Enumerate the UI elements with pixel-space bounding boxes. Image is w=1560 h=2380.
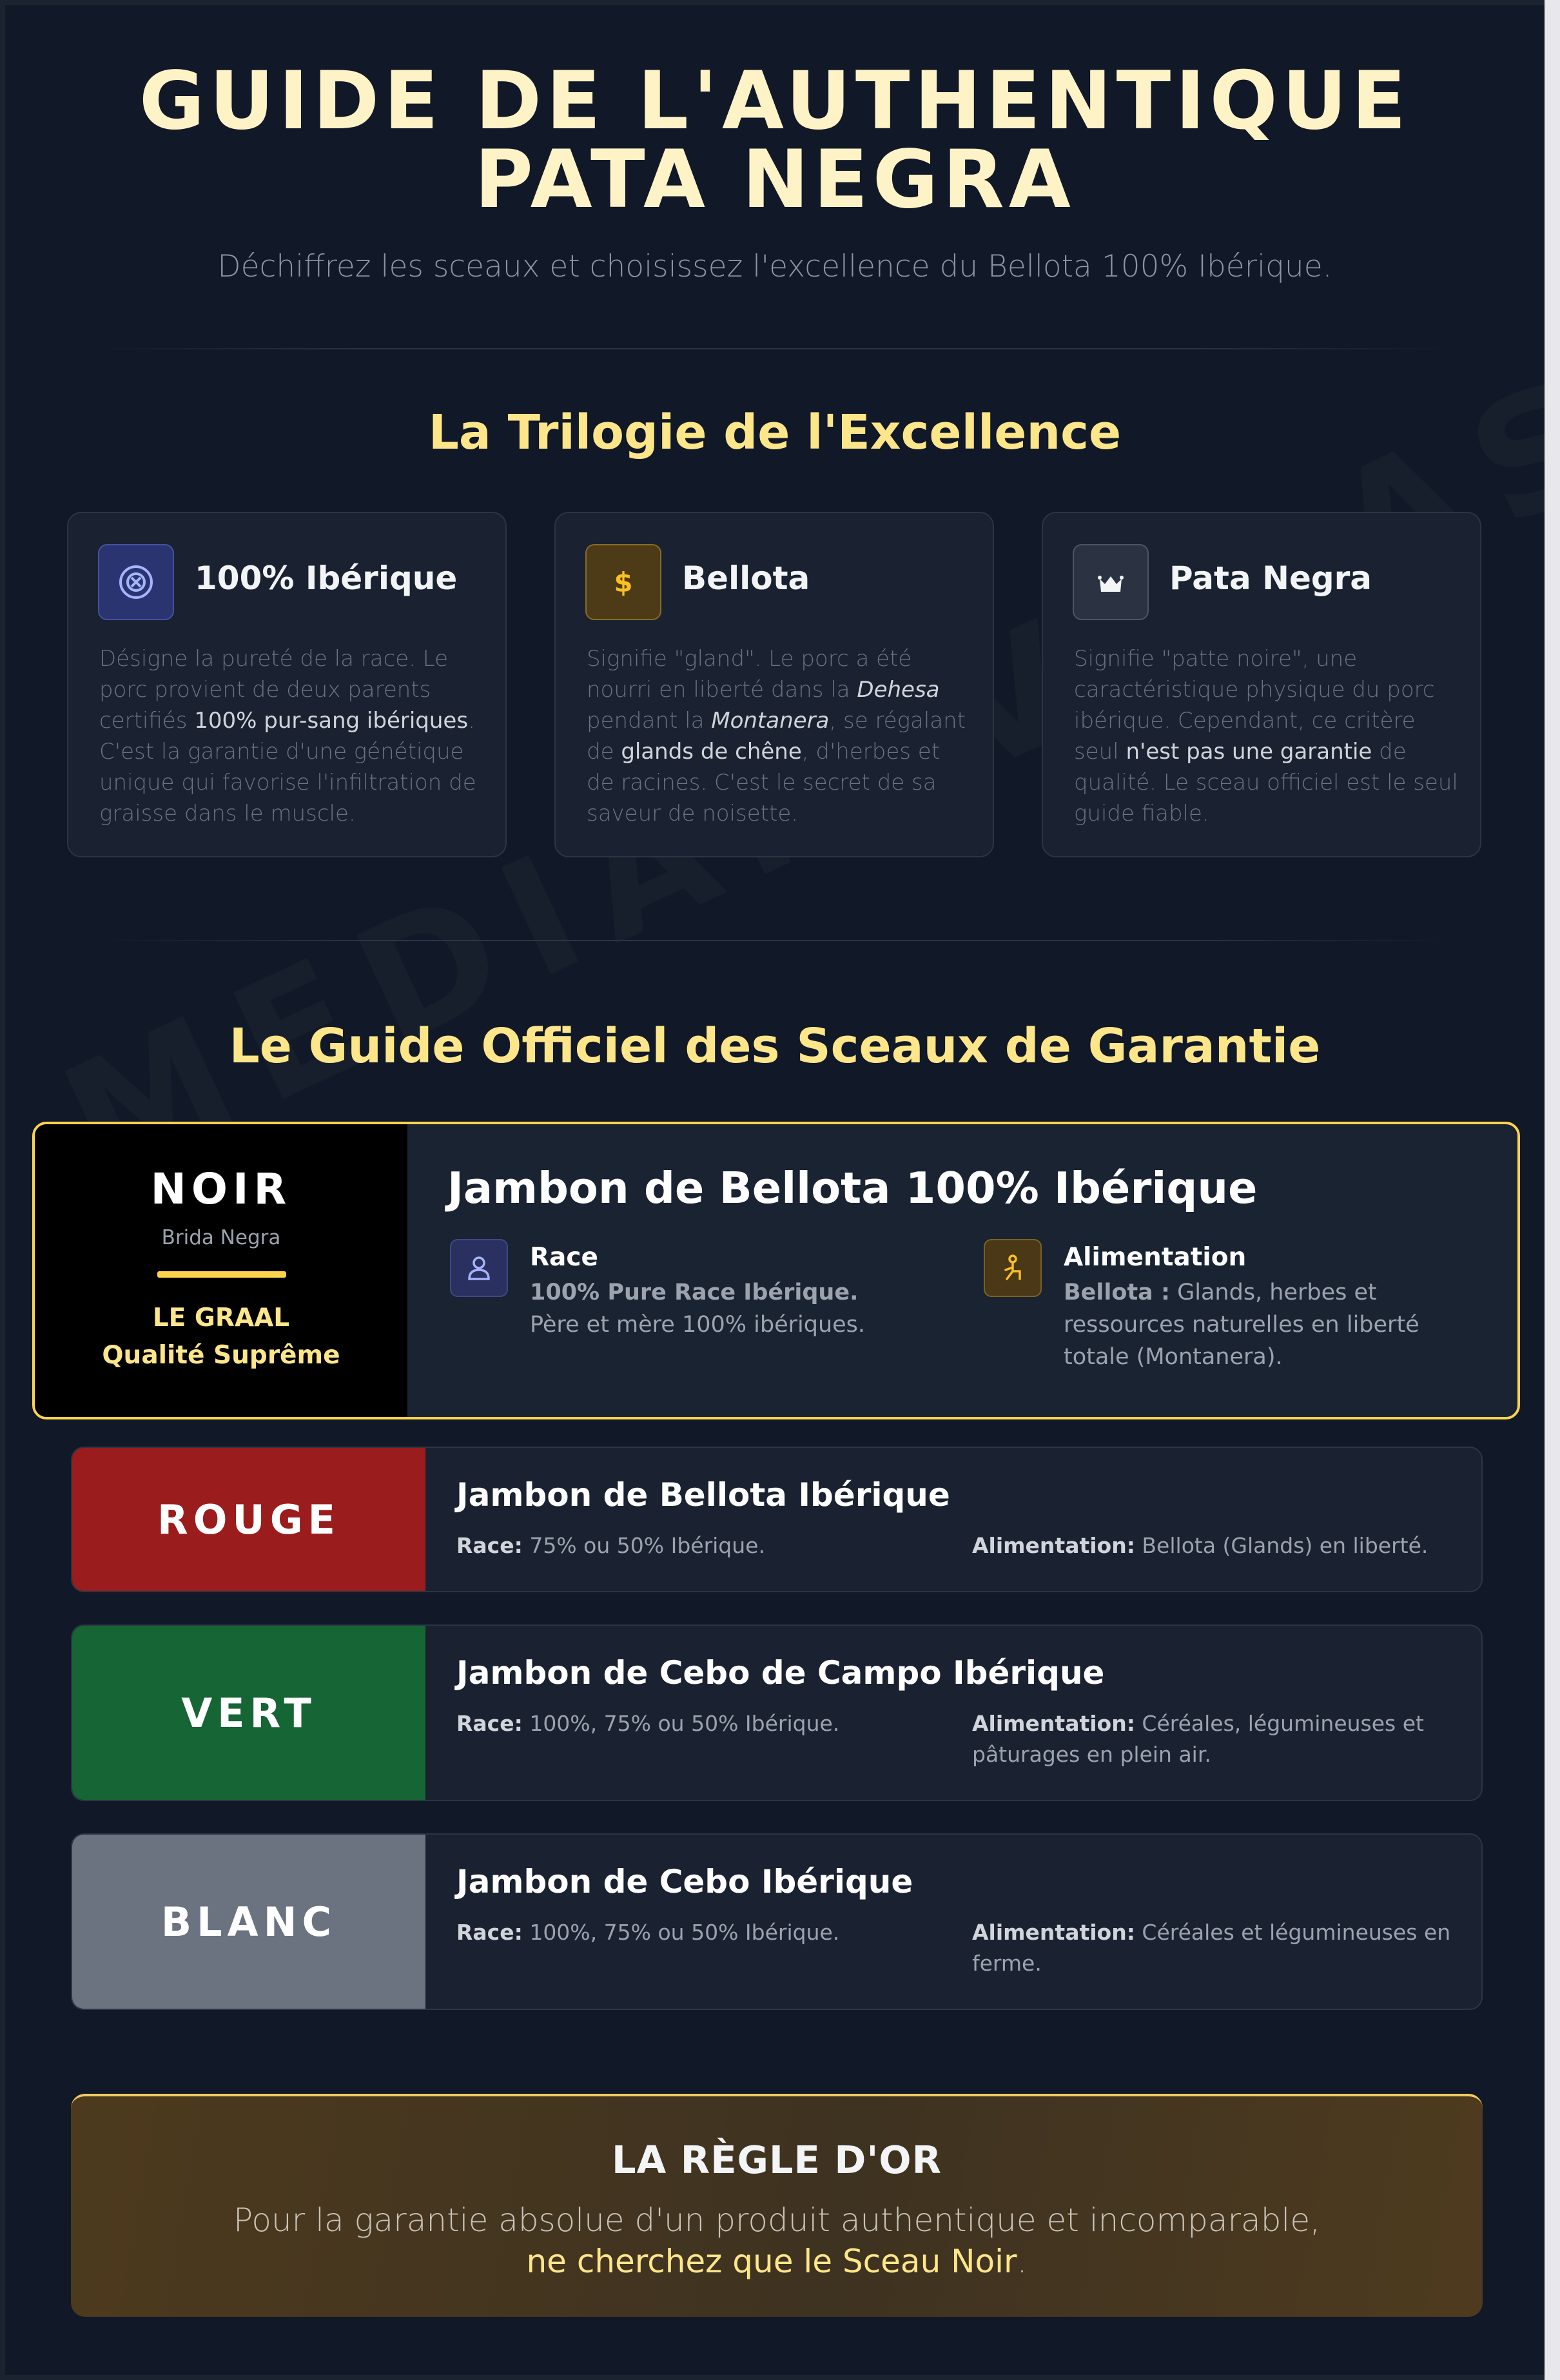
card-body: Désigne la pureté de la race. Le porc provient de deux parents certifiés 100% pur-sang ibériques. C'est la garantie d'une génétique unique qui favorise l'infiltration de graisse dans le muscle.: [99, 646, 476, 826]
food-text: Alimentation: Bellota (Glands) en liberté.: [972, 1533, 1428, 1558]
card-body: Signifie "gland". Le porc a été nourri en liberté dans la Dehesa pendant la Montanera, se régalant de glands de chêne, d'herbes et de racines. C'est le secret de sa saveur de noisette.: [587, 646, 966, 826]
trilogy-title: La Trilogie de l'Excellence: [428, 405, 1122, 460]
food-text: Alimentation: Céréales et légumineuses en ferme.: [972, 1920, 1451, 1976]
card-heading: 100% Ibérique: [195, 560, 458, 597]
food-label: Alimentation: [1064, 1243, 1247, 1272]
divider: [95, 348, 1454, 349]
seal-color-name: VERT: [72, 1626, 425, 1800]
seal-subname: Brida Negra: [161, 1226, 281, 1249]
crown-icon: [1073, 544, 1149, 620]
title-line-1: GUIDE DE L'AUTHENTIQUE: [139, 55, 1411, 148]
card-body: Signifie "patte noire", une caractéristique physique du porc ibérique. Cependant, ce critère seul n'est pas une garantie de qualité. Le sceau officiel est le seul guide fiable.: [1074, 646, 1458, 826]
seal-title: Jambon de Cebo de Campo Ibérique: [456, 1654, 1105, 1692]
target-icon: [98, 544, 174, 620]
race-text: Race: 75% ou 50% Ibérique.: [456, 1533, 765, 1558]
seal-noir-label-panel: [35, 1124, 407, 1417]
title-line-2: PATA NEGRA: [474, 133, 1075, 226]
gold-underline: [157, 1271, 286, 1278]
svg-text:$: $: [614, 567, 633, 598]
golden-rule-title: LA RÈGLE D'OR: [611, 2138, 942, 2182]
seals-title: Le Guide Officiel des Sceaux de Garantie: [229, 1019, 1321, 1074]
person-icon: [450, 1239, 508, 1297]
page-subtitle: Déchiffrez les sceaux et choisissez l'excellence du Bellota 100% Ibérique.: [217, 249, 1332, 284]
divider: [95, 940, 1454, 941]
card-bellota: [554, 512, 994, 857]
golden-rule-text: Pour la garantie absolue d'un produit authentique et incomparable, ne cherchez que le Sceau Noir.: [233, 2201, 1320, 2280]
seal-color-name: ROUGE: [72, 1448, 425, 1591]
scrollbar[interactable]: [1545, 0, 1560, 2380]
seal-badge: LE GRAAL Qualité Suprême: [102, 1303, 340, 1370]
page-title: [5, 55, 1545, 226]
seal-title: Jambon de Bellota Ibérique: [456, 1476, 950, 1514]
infographic-page: [5, 5, 1545, 2375]
race-text: Race: 100%, 75% ou 50% Ibérique.: [456, 1711, 840, 1736]
seal-title: Jambon de Bellota 100% Ibérique: [447, 1163, 1258, 1213]
food-text: Alimentation: Céréales, légumineuses et pâturages en plein air.: [972, 1711, 1424, 1767]
seal-rouge: [71, 1447, 1483, 1592]
golden-rule-box: [71, 2094, 1483, 2317]
race-text: Race: 100%, 75% ou 50% Ibérique.: [456, 1920, 840, 1945]
race-label: Race: [530, 1243, 598, 1272]
seal-blanc: [71, 1833, 1483, 2010]
food-text: Bellota : Glands, herbes et ressources naturelles en liberté totale (Montanera).: [1064, 1280, 1419, 1370]
seal-vert: [71, 1624, 1483, 1801]
seal-noir: [32, 1122, 1520, 1419]
seal-color-name: BLANC: [72, 1835, 425, 2009]
seal-title: Jambon de Cebo Ibérique: [456, 1863, 913, 1900]
card-pata-negra: [1042, 512, 1481, 857]
acorn-icon: [984, 1239, 1042, 1297]
card-100-iberique: [67, 512, 507, 857]
card-heading: Pata Negra: [1169, 560, 1372, 597]
card-heading: Bellota: [682, 560, 810, 597]
race-text: 100% Pure Race Ibérique. Père et mère 100% ibériques.: [530, 1280, 866, 1338]
dollar-icon: [585, 544, 661, 620]
seal-color-name: NOIR: [150, 1164, 292, 1214]
